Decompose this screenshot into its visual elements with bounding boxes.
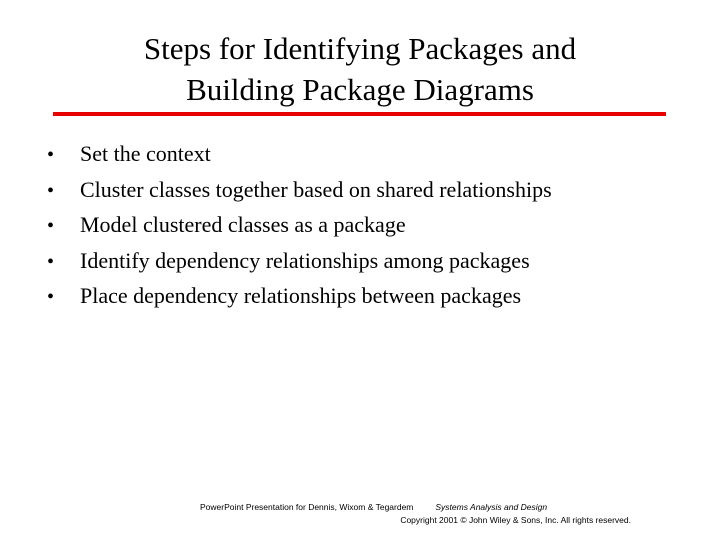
footer-source-line [200,501,631,514]
bullet-list [47,137,552,315]
bullet-icon: • [47,215,55,237]
bullet-item [47,279,552,315]
bullet-item [47,244,552,280]
bullet-icon: • [47,144,55,166]
bullet-item [47,173,552,209]
bullet-icon: • [47,250,55,273]
slide-title-line-1: Steps for Identifying Packages and [143,31,577,66]
title-divider [53,112,666,116]
slide-title-line-2: Building Package Diagrams [186,72,534,107]
slide-footer [200,501,631,527]
bullet-item [47,208,552,244]
footer-book-title: Systems Analysis and Design [435,502,548,512]
bullet-icon: • [47,179,55,202]
bullet-text: Model clustered classes as a package [80,212,406,237]
footer-copyright: Copyright 2001 © John Wiley & Sons, Inc. All rights reserved. [400,515,631,525]
bullet-text: Identify dependency relationships among packages [80,247,530,273]
slide-title [40,28,680,110]
footer-presentation-text: PowerPoint Presentation for Dennis, Wixom & Tegardem [200,502,414,512]
bullet-text: Place dependency relationships between packages [80,283,522,308]
bullet-text: Cluster classes together based on shared relationships [80,176,552,202]
bullet-item [47,137,552,173]
bullet-text: Set the context [80,141,211,166]
bullet-icon: • [47,286,55,308]
